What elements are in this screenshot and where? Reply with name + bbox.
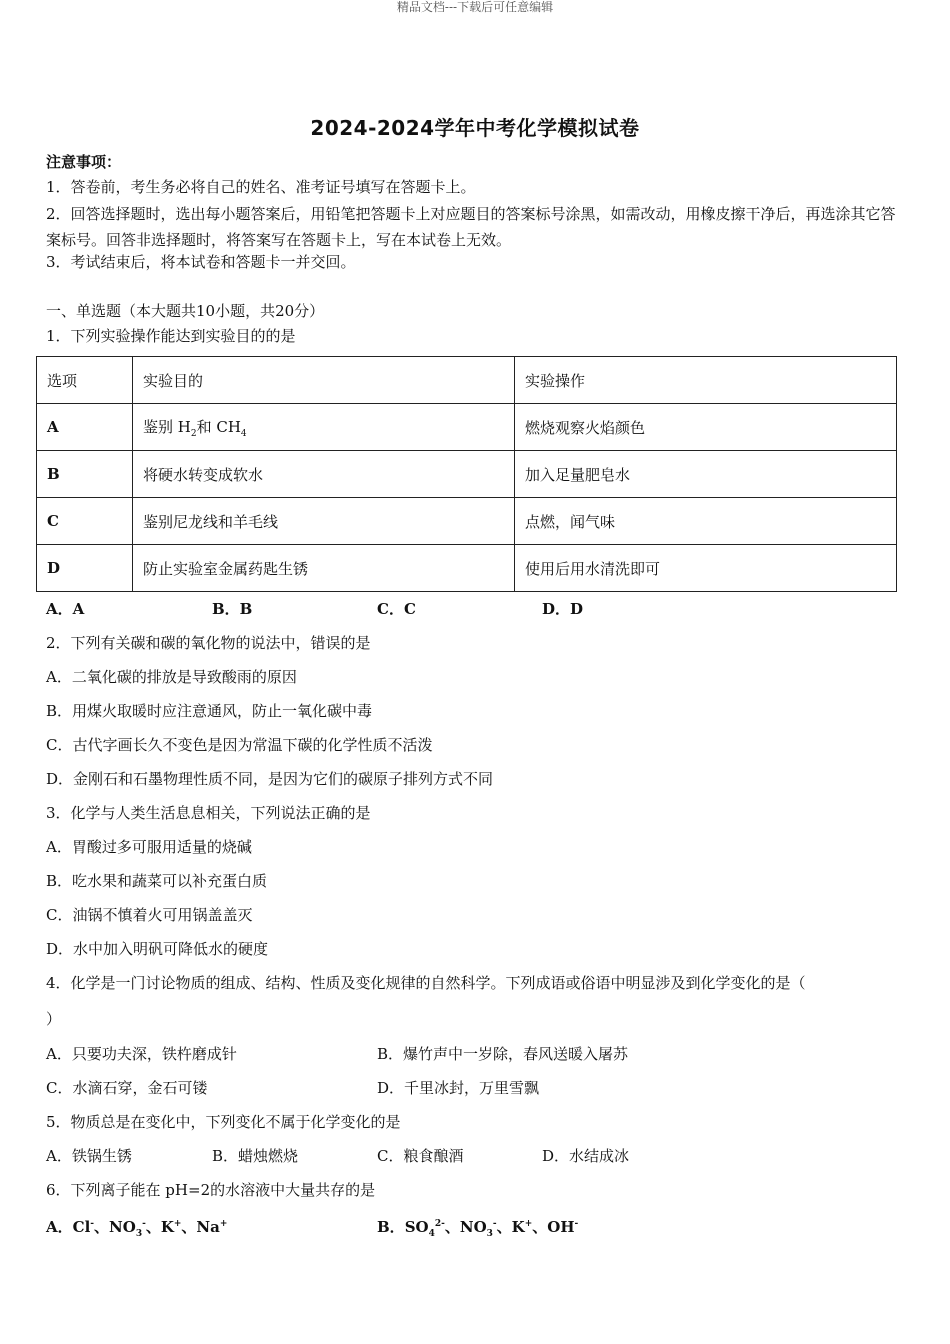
text-fragment: 、OH (532, 1218, 575, 1236)
text-fragment: 、K (145, 1218, 174, 1236)
q6-stem: 6．下列离子能在 pH=2的水溶液中大量共存的是 (46, 1181, 376, 1199)
section-heading: 一、单选题（本大题共10小题，共20分） (46, 302, 325, 320)
table-cell-option: B (37, 451, 133, 498)
subscript: 4 (240, 428, 247, 439)
table-cell-purpose (133, 404, 515, 451)
table-cell-option: D (37, 545, 133, 592)
notice-item-3: 3．考试结束后，将本试卷和答题卡一并交回。 (46, 253, 356, 271)
q4-stem: 4．化学是一门讨论物质的组成、结构、性质及变化规律的自然科学。下列成语或俗语中明显涉及到化学变化的是（ (46, 974, 806, 992)
text-fragment: A． (46, 1218, 73, 1236)
table-row (37, 451, 897, 498)
text-fragment: 、Na (181, 1218, 220, 1236)
q5-stem: 5．物质总是在变化中，下列变化不属于化学变化的是 (46, 1113, 401, 1131)
q1-choice-a: A．A (46, 600, 85, 618)
superscript: - (574, 1219, 579, 1229)
table-cell-operation: 燃烧观察火焰颜色 (515, 404, 897, 451)
notice-item-1: 1．答卷前，考生务必将自己的姓名、准考证号填写在答题卡上。 (46, 178, 476, 196)
q3-stem: 3．化学与人类生活息息相关，下列说法正确的是 (46, 804, 371, 822)
text-fragment: 鉴别 H (143, 417, 191, 436)
page-title: 2024-2024学年中考化学模拟试卷 (310, 116, 640, 140)
superscript: + (219, 1219, 228, 1229)
table-cell-purpose: 将硬水转变成软水 (133, 451, 515, 498)
table-cell-option: C (37, 498, 133, 545)
q1-choice-c: C．C (377, 600, 416, 618)
q2-choice-a: A．二氧化碳的排放是导致酸雨的原因 (46, 668, 297, 686)
q2-choice-b: B．用煤火取暖时应注意通风，防止一氧化碳中毒 (46, 702, 373, 720)
table-cell-purpose: 鉴别尼龙线和羊毛线 (133, 498, 515, 545)
table-cell-option: A (37, 404, 133, 451)
subscript: 4 (428, 1229, 435, 1239)
notice-item-2: 2．回答选择题时，选出每小题答案后，用铅笔把答题卡上对应题目的答案标号涂黑，如需改动，用橡皮擦干净后，再选涂其它答案标号。回答非选择题时，将答案写在答题卡上，写在本试卷上无效。 (46, 205, 896, 249)
q5-choice-d: D．水结成冰 (542, 1147, 630, 1165)
q4-choice-b: B．爆竹声中一岁除，春风送暖入屠苏 (377, 1045, 629, 1063)
text-fragment: 和 CH (196, 417, 241, 436)
q1-choice-b: B．B (212, 600, 253, 618)
q4-stem-end: ） (46, 1010, 62, 1028)
q2-choice-d: D．金刚石和石墨物理性质不同，是因为它们的碳原子排列方式不同 (46, 770, 494, 788)
table-header-cell: 实验目的 (133, 357, 515, 404)
table-cell-operation: 加入足量肥皂水 (515, 451, 897, 498)
q4-choice-c: C．水滴石穿，金石可镂 (46, 1079, 208, 1097)
subscript: 2 (190, 428, 197, 439)
text-fragment: SO (404, 1218, 429, 1236)
superscript: - (142, 1219, 146, 1229)
q3-choice-d: D．水中加入明矾可降低水的硬度 (46, 940, 269, 958)
table-header-cell: 选项 (37, 357, 133, 404)
text-fragment: 、NO (444, 1218, 487, 1236)
q3-choice-b: B．吃水果和蔬菜可以补充蛋白质 (46, 872, 268, 890)
q4-choice-d: D．千里冰封，万里雪飘 (377, 1079, 540, 1097)
q6-choice-a (46, 1214, 227, 1244)
q6-choice-b (377, 1214, 578, 1244)
superscript: - (492, 1219, 497, 1229)
subscript: 3 (486, 1229, 493, 1239)
superscript: 2- (434, 1219, 445, 1229)
q2-choice-c: C．古代字画长久不变色是因为常温下碳的化学性质不活泼 (46, 736, 433, 754)
subscript: 3 (135, 1229, 143, 1239)
table-cell-operation: 使用后用水清洗即可 (515, 545, 897, 592)
q1-table (36, 356, 897, 592)
text-fragment: Cl (72, 1218, 91, 1236)
q1-stem: 1．下列实验操作能达到实验目的的是 (46, 327, 296, 345)
superscript: + (524, 1219, 533, 1229)
q2-stem: 2．下列有关碳和碳的氧化物的说法中，错误的是 (46, 634, 371, 652)
table-row (37, 498, 897, 545)
table-cell-purpose: 防止实验室金属药匙生锈 (133, 545, 515, 592)
table-row (37, 545, 897, 592)
superscript: + (173, 1219, 182, 1229)
q3-choice-c: C．油锅不慎着火可用锅盖盖灭 (46, 906, 253, 924)
text-fragment: B． (377, 1218, 405, 1236)
table-cell-operation: 点燃，闻气味 (515, 498, 897, 545)
q3-choice-a: A．胃酸过多可服用适量的烧碱 (46, 838, 252, 856)
q5-choice-a: A．铁锅生锈 (46, 1147, 132, 1165)
watermark-text: 精品文档---下载后可任意编辑 (396, 0, 554, 14)
text-fragment: 、NO (94, 1218, 136, 1236)
table-header-row (37, 357, 897, 404)
table-header-cell: 实验操作 (515, 357, 897, 404)
q1-choice-d: D．D (542, 600, 584, 618)
notice-heading: 注意事项： (46, 153, 122, 171)
table-row (37, 404, 897, 451)
q4-choice-a: A．只要功夫深，铁杵磨成针 (46, 1045, 237, 1063)
q5-choice-c: C．粮食酿酒 (377, 1147, 464, 1165)
q5-choice-b: B．蜡烛燃烧 (212, 1147, 299, 1165)
text-fragment: 、K (496, 1218, 525, 1236)
superscript: - (90, 1219, 95, 1229)
